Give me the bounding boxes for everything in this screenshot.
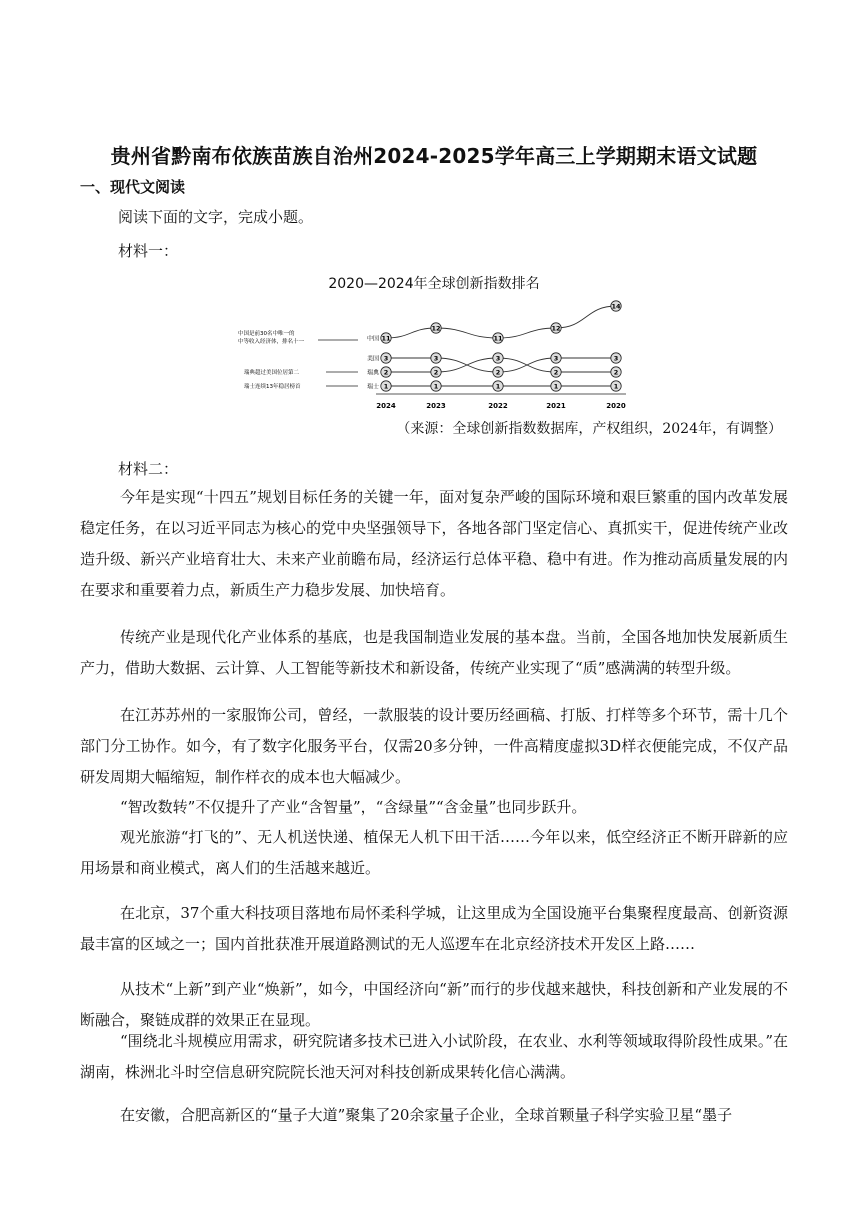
chart-title: 2020—2024年全球创新指数排名 [328, 276, 540, 292]
data-label: 11 [381, 334, 391, 343]
ranking-line-chart [236, 296, 636, 414]
paragraph: 在安徽，合肥高新区的“量子大道”聚集了20余家量子企业，全球首颗量子科学实验卫星“墨子 [120, 1106, 733, 1124]
series-name: 瑞典 [366, 369, 379, 377]
data-label: 3 [495, 354, 501, 363]
material2-label: 材料二： [118, 460, 179, 478]
paragraph: “围绕北斗规模应用需求，研究院诸多技术已进入小试阶段，在农业、水利等领域取得阶段性成果。”在湖南，株洲北斗时空信息研究院院长池天河对科技创新成果转化信心满满。 [80, 1032, 788, 1081]
paragraph: 观光旅游“打飞的”、无人机送快递、植保无人机下田干活……今年以来，低空经济正不断开辟新的应用场景和商业模式，离人们的生活越来越近。 [80, 828, 788, 877]
instruction-text: 阅读下面的文字，完成小题。 [118, 208, 314, 226]
chart-annotation: 中等收入经济体，排名十一 [238, 339, 305, 345]
data-label: 3 [383, 354, 389, 363]
data-label: 2 [433, 368, 439, 377]
series-name: 瑞士 [366, 383, 379, 391]
section-heading: 一、现代文阅读 [80, 178, 186, 196]
data-label: 12 [551, 324, 561, 333]
chart-source: （来源：全球创新指数数据库，产权组织，2024年，有调整） [396, 421, 782, 437]
series-name: 美国 [366, 355, 379, 363]
data-label: 2 [495, 368, 501, 377]
data-label: 2 [553, 368, 559, 377]
data-label: 1 [613, 382, 619, 391]
data-label: 1 [433, 382, 439, 391]
paragraph: “智改数转”不仅提升了产业“含智量”，“含绿量”“含金量”也同步跃升。 [120, 798, 587, 816]
chart-annotation: 瑞士连续13年稳居榜首 [244, 384, 301, 390]
data-label: 2 [383, 368, 389, 377]
paragraph: 传统产业是现代化产业体系的基底，也是我国制造业发展的基本盘。当前，全国各地加快发展新质生产力，借助大数据、云计算、人工智能等新技术和新设备，传统产业实现了“质”感满满的转型升级。 [80, 628, 788, 677]
data-label: 1 [383, 382, 389, 391]
data-label: 14 [611, 302, 621, 311]
paragraph: 今年是实现“十四五”规划目标任务的关键一年，面对复杂严峻的国际环境和艰巨繁重的国内改革发展稳定任务，在以习近平同志为核心的党中央坚强领导下，各地各部门坚定信心、真抓实干，促进传统产业改造升级、新兴产业培育壮大、未来产业前瞻布局，经济运行总体平稳、稳中有进。作为推动高质量发展的内在要求和重要着力点，新质生产力稳步发展、加快培育。 [80, 488, 788, 599]
data-label: 1 [553, 382, 559, 391]
data-label: 1 [495, 382, 501, 391]
x-tick-label: 2020 [606, 402, 626, 410]
data-label: 11 [493, 334, 503, 343]
series-name: 中国 [366, 335, 379, 343]
page-title: 贵州省黔南布依族苗族自治州2024-2025学年高三上学期期末语文试题 [110, 144, 758, 168]
x-tick-label: 2023 [426, 402, 446, 410]
data-label: 3 [613, 354, 619, 363]
x-tick-label: 2022 [488, 402, 508, 410]
paragraph: 从技术“上新”到产业“焕新”，如今，中国经济向“新”而行的步伐越来越快，科技创新和产业发展的不断融合，聚链成群的效果正在显现。 [80, 980, 788, 1029]
series-line [386, 306, 616, 338]
x-tick-label: 2021 [546, 402, 566, 410]
x-tick-label: 2024 [376, 402, 396, 410]
data-label: 3 [553, 354, 559, 363]
paragraph: 在江苏苏州的一家服饰公司，曾经，一款服装的设计要历经画稿、打版、打样等多个环节，需十几个部门分工协作。如今，有了数字化服务平台，仅需20多分钟，一件高精度虚拟3D样衣便能完成，不仅产品研发周期大幅缩短，制作样衣的成本也大幅减少。 [80, 706, 788, 786]
chart-annotation: 中国是前30名中唯一的 [238, 331, 295, 337]
data-label: 12 [431, 324, 441, 333]
material1-label: 材料一： [118, 242, 179, 260]
chart-annotation: 瑞典超过美国位居第二 [244, 370, 300, 376]
data-label: 2 [613, 368, 619, 377]
paragraph: 在北京，37个重大科技项目落地布局怀柔科学城，让这里成为全国设施平台集聚程度最高、创新资源最丰富的区域之一；国内首批获准开展道路测试的无人巡逻车在北京经济技术开发区上路…… [80, 904, 788, 953]
data-label: 3 [433, 354, 439, 363]
